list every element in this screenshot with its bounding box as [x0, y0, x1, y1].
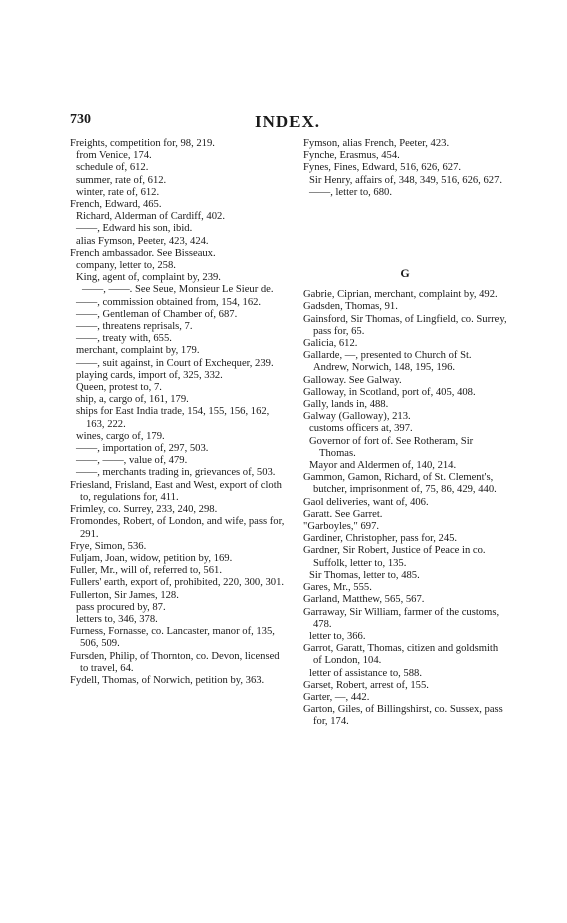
index-entry: Fursden, Philip, of Thornton, co. Devon, licensed to travel, 64.	[70, 650, 280, 674]
index-entry: letter of assistance to, 588.	[309, 667, 422, 679]
index-entry: Garter, —, 442.	[303, 691, 370, 703]
index-entry: Garatt. See Garret.	[303, 508, 383, 520]
index-entry: Fromondes, Robert, of London, and wife, pass for, 291.	[70, 516, 285, 540]
index-entries-f-continued	[303, 138, 507, 199]
index-entry: alias Fymson, Peeter, 423, 424.	[76, 235, 209, 247]
index-entry: pass procured by, 87.	[76, 601, 166, 613]
index-entry: company, letter to, 258.	[76, 260, 176, 272]
index-entry: Friesland, Frisland, East and West, export of cloth to, regulations for, 411.	[70, 479, 282, 503]
index-entry: ——, Edward his son, ibid.	[76, 223, 193, 235]
index-entry: King, agent of, complaint by, 239.	[76, 272, 221, 284]
index-entry: Garton, Giles, of Billingshirst, co. Sussex, pass for, 174.	[303, 704, 503, 728]
index-entry: Garland, Matthew, 565, 567.	[303, 594, 425, 606]
index-entry: letter to, 366.	[309, 630, 366, 642]
index-entry: Fymson, alias French, Peeter, 423.	[303, 138, 450, 149]
index-entry: Governor of fort of. See Rotheram, Sir Thomas.	[309, 435, 474, 459]
index-entry: ——, Gentleman of Chamber of, 687.	[76, 308, 238, 320]
index-entry: Queen, protest to, 7.	[76, 382, 162, 394]
index-entry: ——, treaty with, 655.	[76, 333, 172, 345]
index-entry: Gainsford, Sir Thomas, of Lingfield, co. Surrey, pass for, 65.	[303, 313, 507, 337]
index-entry: ——, ——. See Seue, Monsieur Le Sieur de.	[82, 284, 274, 296]
index-entry: ——, importation of, 297, 503.	[76, 443, 209, 455]
index-entry: Fynche, Erasmus, 454.	[303, 150, 400, 162]
index-entry: Frimley, co. Surrey, 233, 240, 298.	[70, 504, 218, 516]
index-entry: wines, cargo of, 179.	[76, 430, 165, 442]
index-entry: ——, merchants trading in, grievances of, 503.	[76, 467, 276, 479]
index-entry: ——, letter to, 680.	[309, 186, 392, 198]
index-entry: Gallarde, —, presented to Church of St. Andrew, Norwich, 148, 195, 196.	[303, 350, 472, 374]
index-column-left	[70, 138, 286, 687]
index-entry: Gally, lands in, 488.	[303, 399, 389, 411]
index-entry: French ambassador. See Bisseaux.	[70, 247, 216, 259]
index-entry: Frye, Simon, 536.	[70, 540, 147, 552]
index-entries-g	[303, 289, 507, 728]
index-entry: Fullers' earth, export of, prohibited, 220, 300, 301.	[70, 577, 285, 589]
index-entry: Gares, Mr., 555.	[303, 582, 372, 594]
index-entry: Gardner, Sir Robert, Justice of Peace in co. Suffolk, letter to, 135.	[303, 545, 486, 569]
index-entry: Fydell, Thomas, of Norwich, petition by, 363.	[70, 674, 265, 686]
index-entry: ——, threatens reprisals, 7.	[76, 321, 193, 333]
index-entry: Gabrie, Ciprian, merchant, complaint by, 492.	[303, 289, 498, 301]
index-entry: schedule of, 612.	[76, 162, 149, 174]
index-entry: French, Edward, 465.	[70, 199, 162, 211]
index-entry: Furness, Fornasse, co. Lancaster, manor of, 135, 506, 509.	[70, 626, 275, 650]
index-entry: playing cards, import of, 325, 332.	[76, 369, 223, 381]
index-entry: Galloway, in Scotland, port of, 405, 408.	[303, 386, 476, 398]
index-entry: merchant, complaint by, 179.	[76, 345, 200, 357]
index-entry: from Venice, 174.	[76, 150, 152, 162]
index-entry: Sir Thomas, letter to, 485.	[309, 569, 420, 581]
index-entry: Freights, competition for, 98, 219.	[70, 138, 215, 149]
page-header	[0, 0, 567, 40]
index-entry: Fullerton, Sir James, 128.	[70, 589, 179, 601]
index-entry: Garraway, Sir William, farmer of the customs, 478.	[303, 606, 500, 630]
index-entry: Mayor and Aldermen of, 140, 214.	[309, 460, 457, 472]
index-entry: Fuller, Mr., will of, referred to, 561.	[70, 565, 222, 577]
index-entry: ships for East India trade, 154, 155, 156, 162, 163, 222.	[76, 406, 270, 430]
index-entry: letters to, 346, 378.	[76, 613, 158, 625]
index-entry: Galway (Galloway), 213.	[303, 411, 411, 423]
index-entry: ship, a, cargo of, 161, 179.	[76, 394, 189, 406]
index-entry: Gadsden, Thomas, 91.	[303, 301, 398, 313]
index-entry: Richard, Alderman of Cardiff, 402.	[76, 211, 225, 223]
index-entry: Galicia, 612.	[303, 338, 358, 350]
section-letter: G	[400, 266, 410, 281]
index-entry: Garrot, Garatt, Thomas, citizen and goldsmith of London, 104.	[303, 643, 499, 667]
index-entry: Garset, Robert, arrest of, 155.	[303, 679, 429, 691]
index-entry: ——, commission obtained from, 154, 162.	[76, 296, 262, 308]
index-entry: summer, rate of, 612.	[76, 174, 167, 186]
index-entry: customs officers at, 397.	[309, 423, 413, 435]
index-entry: Gammon, Gamon, Richard, of St. Clement's, butcher, imprisonment of, 75, 86, 429, 440.	[303, 472, 497, 496]
index-entry: ——, suit against, in Court of Exchequer, 239.	[76, 357, 274, 369]
index-entry: Fuljam, Joan, widow, petition by, 169.	[70, 552, 233, 564]
index-entry: Gaol deliveries, want of, 406.	[303, 496, 429, 508]
index-entry: Galloway. See Galway.	[303, 374, 402, 386]
index-entry: "Garboyles," 697.	[303, 521, 380, 533]
index-column-right	[303, 138, 507, 729]
index-entry: Fynes, Fines, Edward, 516, 626, 627.	[303, 162, 462, 174]
page-title: INDEX.	[255, 112, 321, 131]
index-entry: Sir Henry, affairs of, 348, 349, 516, 626, 627.	[309, 174, 503, 186]
index-entry: Gardiner, Christopher, pass for, 245.	[303, 533, 458, 545]
index-entry: winter, rate of, 612.	[76, 186, 160, 198]
page-number: 730	[70, 112, 91, 127]
index-entry: ——, ——, value of, 479.	[76, 455, 188, 467]
